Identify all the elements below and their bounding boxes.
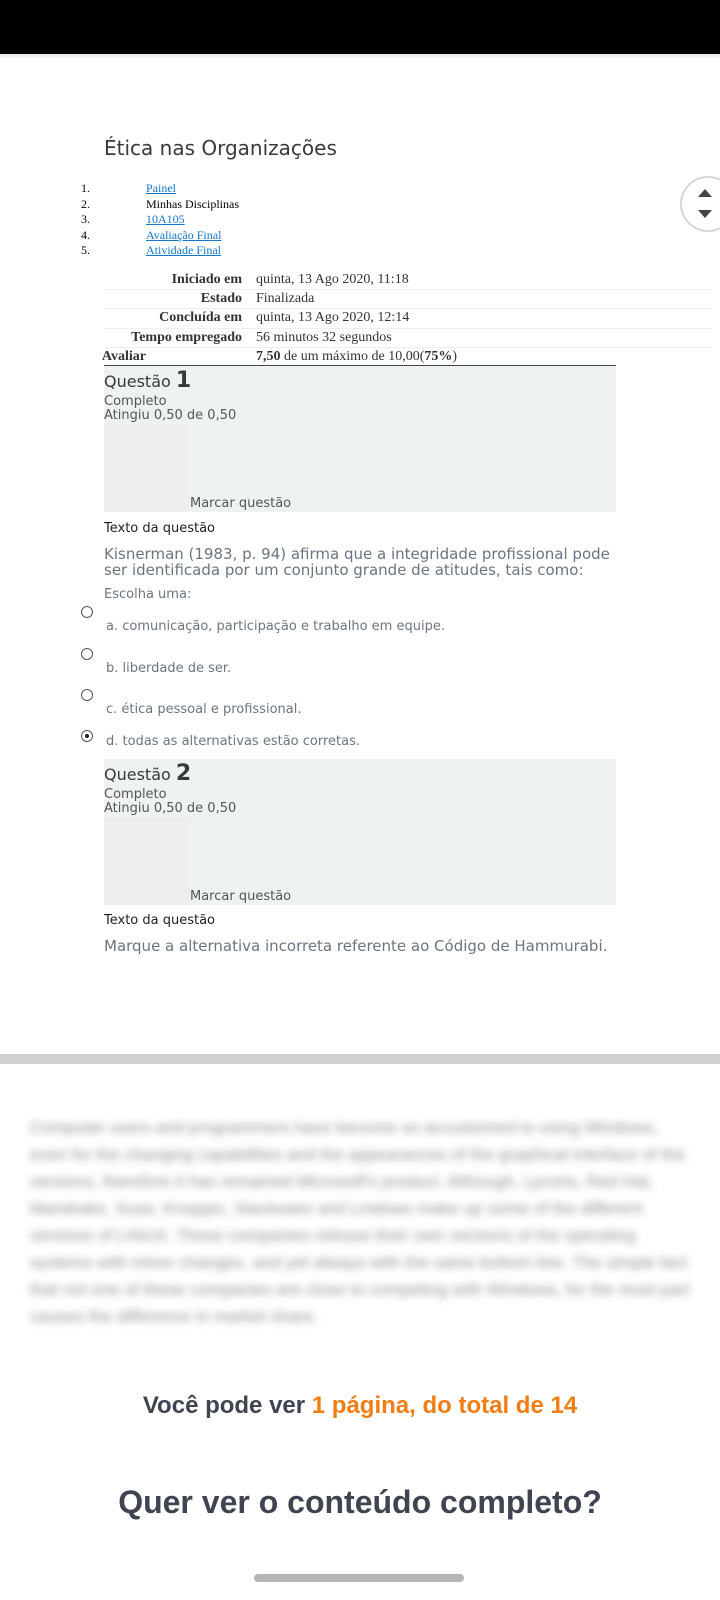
flag-question-link[interactable]: Marcar questão <box>190 889 292 904</box>
question-grade: Atingiu 0,50 de 0,50 <box>104 408 237 423</box>
breadcrumb-number: 3. <box>81 212 90 227</box>
summary-label: Tempo empregado <box>131 329 242 345</box>
option-c-label[interactable]: c. ética pessoal e profissional. <box>106 702 302 717</box>
question-state: Completo <box>104 787 167 802</box>
question-grade: Atingiu 0,50 de 0,50 <box>104 801 237 816</box>
section-divider <box>0 1054 720 1064</box>
breadcrumb-link-atividade-final[interactable]: Atividade Final <box>146 243 221 258</box>
option-d-label[interactable]: d. todas as alternativas estão corretas. <box>106 734 360 749</box>
question-text-label: Texto da questão <box>104 521 216 536</box>
grade-percent: 75% <box>424 348 453 364</box>
question-text-label: Texto da questão <box>104 913 216 928</box>
option-a-radio[interactable] <box>81 606 93 618</box>
attempt-summary-table <box>101 271 712 367</box>
breadcrumb-text-minhas-disciplinas: Minhas Disciplinas <box>146 196 239 211</box>
summary-row-started <box>104 271 712 290</box>
question-prefix: Questão <box>104 372 176 391</box>
summary-label: Iniciado em <box>171 272 242 287</box>
page-count-prefix: Você pode ver <box>142 1392 312 1419</box>
breadcrumb-link-painel[interactable]: Painel <box>146 181 176 195</box>
option-c-radio[interactable] <box>81 689 93 701</box>
breadcrumb-number: 2. <box>81 196 90 211</box>
question-text: Kisnerman (1983, p. 94) afirma que a integridade profissional pode ser identificada por um conjunto grande de atitudes, tais como: <box>104 545 610 579</box>
summary-value: Finalizada <box>256 291 315 307</box>
question-text: Marque a alternativa incorreta referente ao Código de Hammurabi. <box>104 937 608 955</box>
summary-value: quinta, 13 Ago 2020, 11:18 <box>256 272 409 287</box>
status-bar <box>0 0 720 54</box>
question-info-panel <box>104 759 616 905</box>
grade-close: ) <box>452 348 458 364</box>
question-number: 1 <box>175 368 192 393</box>
summary-row-time <box>104 329 712 348</box>
question-number: 2 <box>175 761 192 786</box>
option-b-label[interactable]: b. liberdade de ser. <box>106 661 232 676</box>
flag-panel <box>104 817 190 905</box>
breadcrumb-link-course[interactable]: 10A105 <box>146 212 185 227</box>
summary-value: 56 minutos 32 segundos <box>256 329 392 345</box>
summary-label: Estado <box>200 291 242 307</box>
question-info-panel <box>104 366 616 512</box>
flag-question-link[interactable]: Marcar questão <box>190 496 292 511</box>
breadcrumb-number: 1. <box>81 181 90 195</box>
summary-row-completed <box>104 309 712 328</box>
arrow-down-icon[interactable] <box>698 210 712 218</box>
question-heading <box>104 761 191 786</box>
home-indicator[interactable] <box>254 1574 464 1582</box>
summary-row-grade <box>101 348 616 367</box>
course-title: Ética nas Organizações <box>104 136 337 160</box>
page-count-notice <box>0 1392 720 1420</box>
flag-panel <box>104 424 190 512</box>
breadcrumb-number: 5. <box>81 243 90 258</box>
summary-label: Avaliar <box>101 348 146 364</box>
page-count-highlight: 1 página, do total de 14 <box>311 1392 578 1419</box>
choose-one-label: Escolha uma: <box>104 587 192 602</box>
grade-text: de um máximo de 10,00( <box>280 348 425 364</box>
option-d-radio-selected[interactable] <box>81 730 93 742</box>
arrow-up-icon[interactable] <box>698 189 712 197</box>
see-full-content-heading[interactable]: Quer ver o conteúdo completo? <box>118 1484 602 1520</box>
question-state: Completo <box>104 394 167 409</box>
option-b-radio[interactable] <box>81 648 93 660</box>
blurred-preview-text: Computer users and programmers have become so accustomed to using Windows, even for the changing capabilities and the appearances of the graphical interface of the versions, therefore it has remained Microsoft's product. Although, Lycoris, Red Hat, Mandrake, Suse, Knoppix, Slackware and Lindows make up some of the different versions of LINUX. These companies release their own versions of the operating systems with minor changes, and yet always with the same bottom line. The simple fact that not one of these companies are close to competing with Windows, for the most part causes the difference in market share. <box>30 1118 690 1326</box>
question-heading <box>104 368 191 393</box>
summary-row-state <box>104 290 712 309</box>
summary-value: quinta, 13 Ago 2020, 12:14 <box>256 310 410 326</box>
breadcrumb-link-avaliacao-final[interactable]: Avaliação Final <box>146 227 222 242</box>
breadcrumb-number: 4. <box>81 227 90 242</box>
summary-value <box>256 348 457 366</box>
grade-score: 7,50 <box>256 348 281 364</box>
option-a-label[interactable]: a. comunicação, participação e trabalho em equipe. <box>106 619 445 634</box>
question-prefix: Questão <box>104 765 176 784</box>
summary-label: Concluída em <box>159 310 242 326</box>
